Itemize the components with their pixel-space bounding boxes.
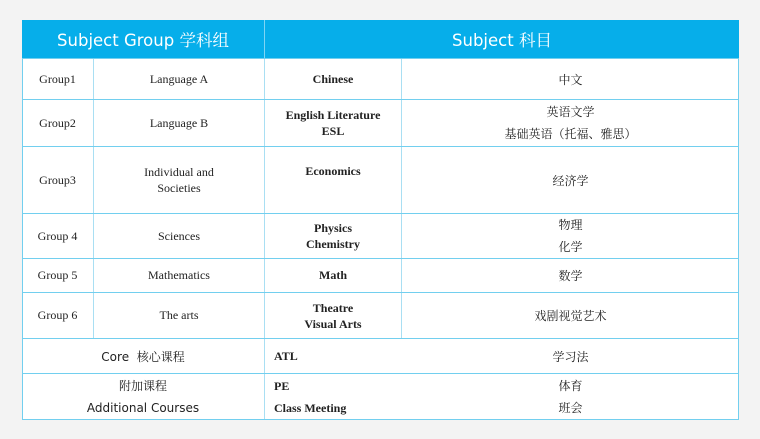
subject-cn: 戏剧视觉艺术 [534,309,607,323]
subject-en: Math [319,268,347,282]
subject-en: Chinese [312,71,354,86]
table-row-group4 [22,213,739,258]
subject-cn: 物理 化学 [558,218,583,254]
group-name: Group1 [39,71,76,86]
group-name: Group3 [39,172,76,187]
group-area: Language A [149,71,209,86]
additional-label: 附加课程 Additional Courses [86,378,200,415]
additional-subjects: PE Class Meeting [274,378,347,415]
table-row-group1 [22,58,739,99]
subject-en: English Literature ESL [285,108,381,138]
subject-cn: 数学 [558,269,583,283]
group-name: Group2 [39,115,76,130]
table-border-left [22,58,23,420]
table-row-core [22,338,739,373]
table-border-right [738,58,739,420]
subject-cn: 经济学 [552,173,589,188]
header-subject: Subject 科目 [265,20,739,58]
additional-subjects-cn: 体育 班会 [558,378,583,415]
table-row-additional [22,373,739,419]
group-area: Sciences [158,228,200,243]
group-area: Individual and Societies [144,165,214,195]
header-subject-group: Subject Group 学科组 [22,20,264,58]
core-label: Core 核心课程 [101,349,185,364]
subject-cn: 英语文学 基础英语（托福、雅思） [504,105,637,141]
core-subject: ATL [274,348,298,363]
table-row-group2 [22,99,739,146]
group-name: Group 6 [37,308,78,322]
subject-en: Physics Chemistry [306,221,360,251]
subject-en: Theatre Visual Arts [304,300,362,331]
group-name: Group 5 [37,268,78,282]
table-row-group5 [22,258,739,292]
table-border-bottom [22,419,739,420]
table-row-group6 [22,292,739,338]
group-name: Group 4 [37,228,78,243]
subject-cn: 中文 [558,72,583,87]
table-row-group3 [22,146,739,213]
group-area: The arts [159,308,199,322]
subject-table [22,20,739,420]
group-area: Language B [149,115,209,130]
subject-en: Economics [305,164,361,178]
group-area: Mathematics [148,268,210,282]
core-subject-cn: 学习法 [552,349,589,364]
